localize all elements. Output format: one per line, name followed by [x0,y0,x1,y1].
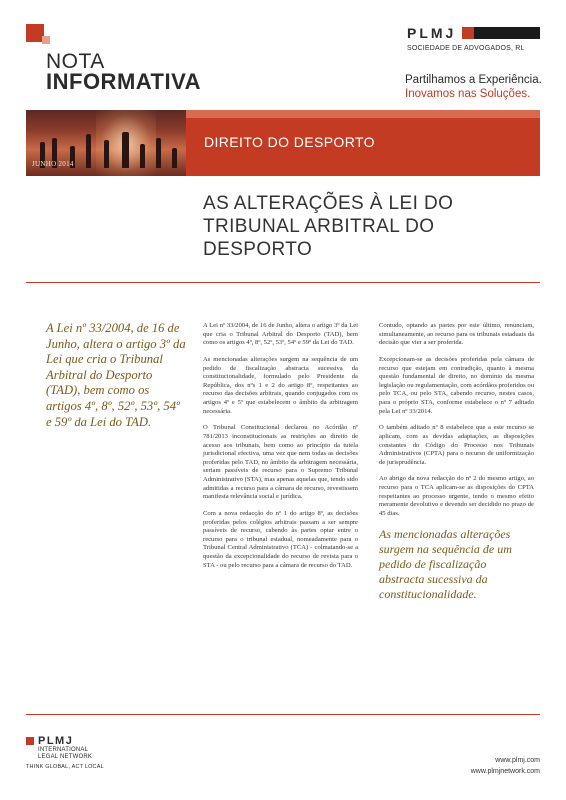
body-column-1 [203,322,358,578]
paragraph: Excepcionam-se as decisões proferidas pela câmara de recurso que estejam em contradição, quanto à mesma questão fundamental de direito, no domínio da mesma legislação ou regulamentação, com acórdãos proferidos ou pelo TCA, ou pelo STA, cabendo recurso, nestes casos, para o próprio STA, conforme estabelece o nº 7 aditado pela Lei nº 33/2014. [379,355,534,415]
nota-label: NOTA [46,50,105,73]
logo-black-bar [474,27,540,39]
pull-quote-right: As mencionadas alterações surgem na sequência de um pedido de fiscalização abstracta sucessiva da constitucionalidade. [379,526,512,601]
website-link[interactable]: www.plmj.com [495,757,540,764]
pull-quote-left: A Lei nº 33/2004, de 16 de Junho, altera o artigo 3º da Lei que cria o Tribunal Arbitral do Desporto (TAD), bem como os artigos 4º, 8º, 52º, 53º, 54º e 59º da Lei do TAD. [46,321,186,429]
paragraph: O também aditado nº 8 estabelece que a este recurso se aplicam, com as devidas adaptações, as disposições constantes do Código do Processo nos Tribunais Administrativos (CPTA) para o recurso de uniformização de jurisprudência. [379,424,534,466]
banner-photo [26,110,186,176]
footer-logo-line2: LEGAL NETWORK [38,754,93,761]
footer-logo-red-square [26,737,34,745]
section-banner [26,110,540,176]
banner-red-panel [186,110,540,176]
issue-date: JUNHO 2014 [32,160,74,168]
tagline-experience: Partilhamos a Experiência. [405,74,542,86]
paragraph: Com a nova redacção do nº 1 do artigo 8º, as decisões proferidas pelos colégios arbitrais passam a ser sempre passíveis de recurso, cabendo às partes optar entre o recurso para o tribunal estadual, nomeadamente para o Tribunal Central Administrativo (TCA) - colmatando-se a questão da excepcionalidade do recurso de revista para o STA - ou pelo recurso para a câmara de recurso do TAD. [203,509,358,569]
footer-logo [26,736,104,770]
logo-wordmark: PLMJ [407,25,457,41]
article-title: AS ALTERAÇÕES À LEI DO TRIBUNAL ARBITRAL DO DESPORTO [203,193,454,261]
paragraph: O Tribunal Constitucional declarou no Acórdão nº 781/2013 inconstitucionais as restrições ao direito de acesso aos tribunais, bem como ao princípio da tutela jurisdicional efectiva, uma vez que nem todas as decisões proferidas pelo TAD, no âmbito da arbitragem necessária, seriam passíveis de recurso para o Supremo Tribunal Administrativo (STA), mas apenas aquelas que, tendo sido admitidas a recurso para a câmara de recurso, revestissem manifesta relevância social e jurídica. [203,424,358,501]
tagline-innovation: Inovamos nas Soluções. [405,88,531,100]
title-divider [26,282,540,283]
logo-subtitle: SOCIEDADE DE ADVOGADOS, RL [407,45,525,52]
body-column-2 [379,322,534,602]
footer-logo-wordmark: PLMJ [38,735,74,747]
paragraph: Ao abrigo da nova redacção do nº 2 do mesmo artigo, ao recurso para o TCA aplicam-se as disposições do CPTA respeitantes ao processo urgente, tendo o mesmo efeito meramente devolutivo e devendo ser decidido no prazo de 45 dias. [379,475,534,517]
plmj-logo [407,26,540,52]
corner-mark-small [42,36,50,44]
paragraph: A Lei nº 33/2004, de 16 de Junho, altera o artigo 3º da Lei que cria o Tribunal Arbitral do Desporto (TAD), bem como os artigos 4º, 8º, 52º, 53º, 54º e 59º da Lei do TAD. [203,322,358,347]
informativa-label: INFORMATIVA [46,68,201,94]
paragraph: As mencionadas alterações surgem na sequência de um pedido de fiscalização abstracta sucessiva da constitucionalidade, formulado pelo Presidente da República, dos nºs 1 e 2 do artigo 8º, respeitantes ao recurso das decisões arbitrais, quando conjugados com os artigos 4º e 5º que estabelecem o âmbito da arbitragem necessária. [203,355,358,415]
footer-logo-line1: INTERNATIONAL [38,747,89,753]
network-website-link[interactable]: www.plmjnetwork.com [470,768,540,775]
paragraph: Contudo, optando as partes por este último, renunciam, simultaneamente, ao recurso para os tribunais estaduais da decisão que vier a ser proferida. [379,322,534,347]
document-type-heading [46,52,201,93]
section-title: DIREITO DO DESPORTO [204,134,375,150]
footer-divider [26,714,540,715]
logo-red-square [462,27,474,39]
footer-logo-tagline: THINK GLOBAL, ACT LOCAL [26,764,104,771]
